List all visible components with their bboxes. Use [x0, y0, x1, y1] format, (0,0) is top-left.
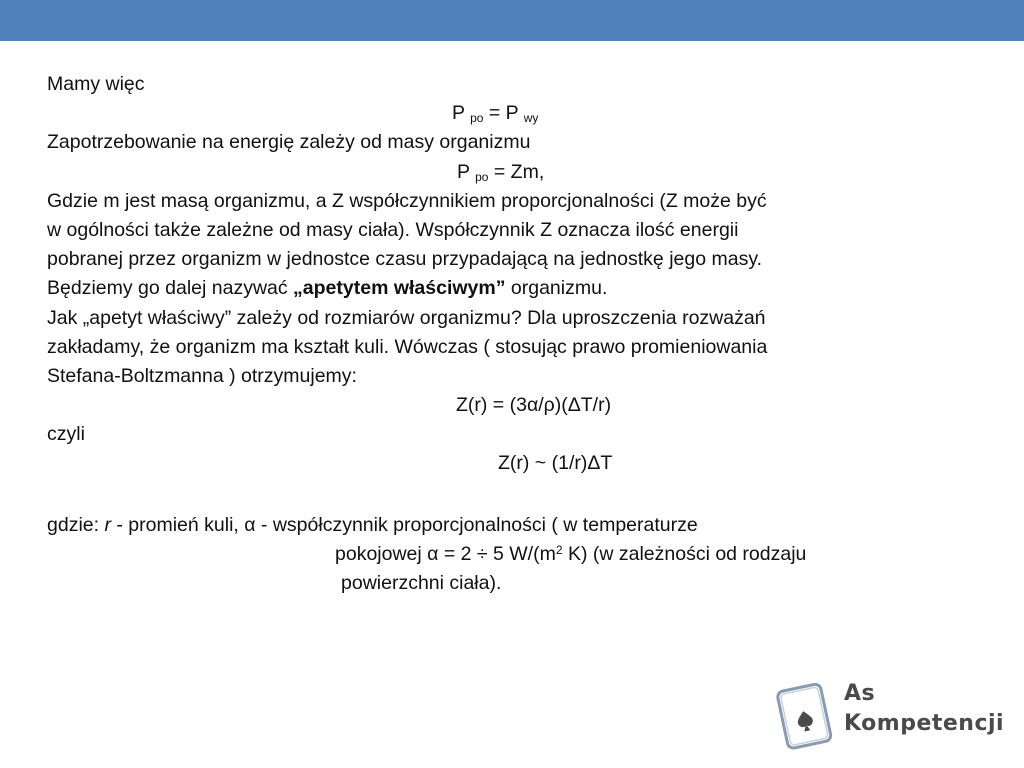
text-run: K) (w zależności od rodzaju — [562, 542, 807, 565]
definition-line — [47, 540, 927, 569]
equation-p-po-equals-p-wy — [47, 99, 927, 128]
definition-line — [47, 511, 927, 540]
eq-subscript: po — [475, 169, 489, 184]
text-line: czyli — [47, 423, 85, 446]
superscript: 2 — [555, 542, 563, 557]
text-run: organizmu. — [505, 277, 608, 300]
text-line: Gdzie m jest masą organizmu, a Z współczynnikiem proporcjonalności (Z może być — [47, 189, 767, 212]
text-line: Zapotrzebowanie na energię zależy od masy organizmu — [47, 131, 531, 154]
logo-line-1: As — [844, 681, 876, 706]
slide-body — [47, 70, 927, 598]
eq-subscript: wy — [523, 111, 539, 126]
equation-p-po-equals-zm — [47, 158, 927, 187]
text-line: Jak „apetyt właściwy” zależy od rozmiarów organizmu? Dla uproszczenia rozważań — [47, 306, 766, 329]
text-line: Mamy więc — [47, 73, 145, 95]
bold-term: „apetytem właściwym” — [293, 277, 506, 300]
spacer — [47, 479, 927, 511]
text-run: gdzie: — [47, 513, 105, 536]
variable-r: r — [104, 513, 111, 536]
text-line: pobranej przez organizm w jednostce czasu przypadającą na jednostkę jego masy. — [47, 248, 763, 271]
eq-symbol: P — [452, 102, 465, 125]
text-line: Stefana-Boltzmanna ) otrzymujemy: — [47, 364, 357, 387]
eq-symbol: P — [457, 160, 470, 183]
equation-z-r: Z(r) = (3α/ρ)(ΔT/r) — [456, 394, 612, 417]
as-kompetencji-logo — [770, 675, 1010, 755]
eq-symbol: = P — [488, 102, 519, 125]
card-spade-icon — [770, 675, 840, 755]
header-bar — [0, 0, 1024, 41]
text-run: pokojowej α = 2 ÷ 5 W/(m — [335, 542, 556, 565]
equation-z-r-proportional: Z(r) ~ (1/r)ΔT — [498, 452, 613, 475]
text-run: - promień kuli, α - współczynnik proporcjonalności ( w temperaturze — [110, 513, 698, 536]
text-line: w ogólności także zależne od masy ciała). Współczynnik Z oznacza ilość energii — [47, 218, 739, 241]
logo-text — [844, 679, 1004, 739]
text-line: zakładamy, że organizm ma kształt kuli. Wówczas ( stosując prawo promieniowania — [47, 335, 768, 358]
definition-line: powierzchni ciała). — [341, 572, 502, 594]
text-run: Będziemy go dalej nazywać — [47, 277, 294, 300]
text-line — [47, 274, 927, 303]
logo-line-2: Kompetencji — [844, 711, 1005, 736]
eq-subscript: po — [470, 111, 484, 126]
eq-symbol: = Zm, — [493, 160, 545, 183]
